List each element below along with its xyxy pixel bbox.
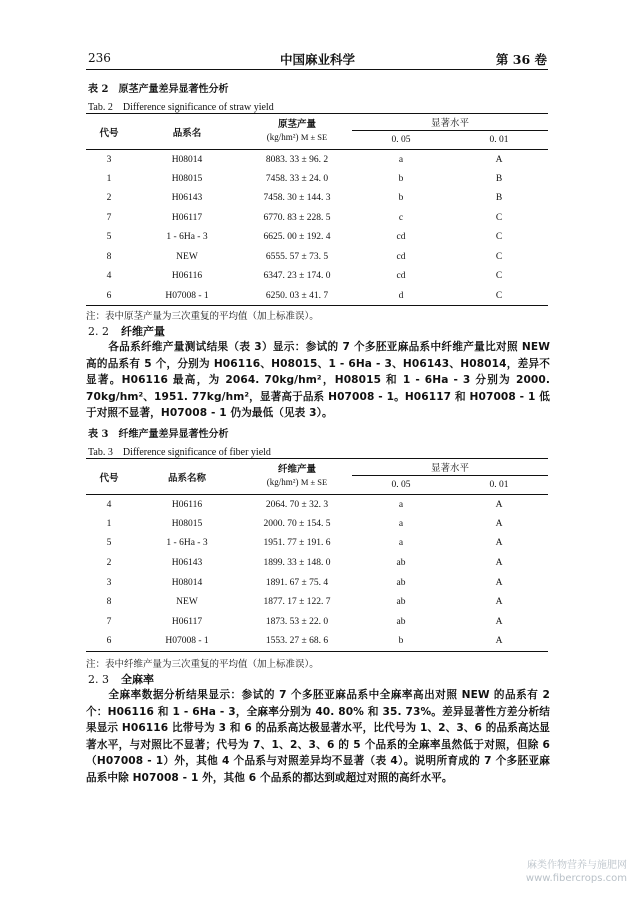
table-row	[86, 286, 548, 306]
cell-s005: b	[398, 193, 404, 204]
table3-col-stat: M ± SE	[300, 477, 328, 487]
cell-s001: A	[495, 558, 503, 569]
cell-code: 4	[106, 271, 112, 282]
volume-label: 第 36 卷	[495, 52, 547, 67]
cell-code: 1	[106, 518, 112, 529]
section-2-3-heading	[88, 671, 154, 687]
table-row	[86, 228, 548, 248]
header-rule	[86, 69, 548, 70]
cell-code: 6	[86, 632, 132, 652]
table2-note: 注：表中原茎产量为三次重复的平均值（加上标准误）。	[86, 311, 319, 322]
page-number: 236	[88, 51, 111, 65]
cell-s001: B	[495, 173, 503, 184]
cell-s005: cd	[396, 251, 406, 262]
section-2-3-title: 全麻率	[121, 673, 154, 686]
cell-s005: ab	[396, 577, 406, 588]
table3-col-sig: 显著水平	[352, 459, 548, 476]
table3-caption-cn: 表 3 纤维产量差异显著性分析	[88, 429, 229, 440]
cell-yield: 6555. 57 ± 73. 5	[265, 251, 329, 262]
table2-col-stat: M ± SE	[300, 132, 328, 142]
cell-name: H08014	[132, 150, 242, 170]
journal-title: 中国麻业科学	[279, 52, 355, 67]
cell-yield: 6347. 23 ± 174. 0	[263, 271, 331, 282]
cell-name: NEW	[176, 251, 198, 262]
table3-note: 注：表中纤维产量为三次重复的平均值（加上标准误）。	[86, 659, 319, 670]
cell-s005: ab	[396, 616, 406, 627]
cell-s001: C	[495, 271, 503, 282]
section-2-3-number: 2. 3	[88, 673, 109, 686]
table2-caption-cn: 表 2 原茎产量差异显著性分析	[88, 84, 229, 95]
table2-col-005: 0. 05	[352, 131, 450, 150]
cell-code: 6	[86, 286, 132, 306]
table3-col-yield: 纤维产量	[277, 464, 316, 475]
cell-s001: A	[495, 577, 503, 588]
cell-yield: 1877. 17 ± 122. 7	[263, 597, 331, 608]
table3-caption-en: Tab. 3 Difference significance of fiber yield	[88, 447, 271, 458]
table-row	[86, 632, 548, 652]
table-row	[86, 169, 548, 189]
cell-code: 1	[106, 173, 112, 184]
cell-code: 5	[106, 538, 112, 549]
table-row	[86, 267, 548, 287]
cell-s005: b	[398, 173, 404, 184]
watermark-line-1: 麻类作物营养与施肥网	[527, 860, 627, 871]
table-row	[86, 189, 548, 209]
cell-name: H06116	[171, 271, 203, 282]
cell-name: NEW	[176, 597, 198, 608]
cell-yield: 2064. 70 ± 32. 3	[242, 495, 352, 515]
cell-yield: 2000. 70 ± 154. 5	[263, 518, 331, 529]
section-2-2-title: 纤维产量	[121, 325, 165, 338]
section-2-2-heading	[88, 323, 165, 339]
table-row	[86, 534, 548, 554]
cell-code: 4	[86, 495, 132, 515]
cell-yield: 1891. 67 ± 75. 4	[265, 577, 329, 588]
section-2-2-paragraph	[86, 339, 550, 422]
cell-name: H08014	[171, 577, 203, 588]
cell-s001: C	[495, 251, 503, 262]
table2-col-name: 品系名	[172, 127, 202, 139]
cell-name: H08015	[171, 518, 203, 529]
cell-s001: C	[495, 212, 503, 223]
table-row	[86, 592, 548, 612]
cell-s001: A	[450, 495, 548, 515]
cell-name: H06143	[171, 558, 203, 569]
cell-code: 7	[106, 616, 112, 627]
cell-s005: a	[398, 518, 404, 529]
table-row	[86, 495, 548, 515]
section-2-2-text: 各品系纤维产量测试结果（表 3）显示：参试的 7 个多胚亚麻品系中纤维产量比对照 NEW 高的品系有 5 个，分别为 H06116、H08015、1 - 6Ha - 3、H06143、H08014，差异不显著。H06116 最高，为 2064. 70kg/hm²，H08015 和 1 - 6Ha - 3 分别为 2000. 70kg/hm²、1951. 77kg/hm²，显著高于品系 H07008 - 1。H06117 和 H07008 - 1 低于对照不显著，H07008 - 1 仍为最低（见表 3）。	[86, 341, 550, 419]
cell-s001: A	[495, 538, 503, 549]
cell-name: 1 - 6Ha - 3	[166, 232, 208, 243]
cell-yield: 6770. 83 ± 228. 5	[263, 212, 331, 223]
cell-s001: A	[495, 597, 503, 608]
cell-s001: C	[450, 286, 548, 306]
cell-name: H06143	[171, 193, 203, 204]
watermark-line-2: www.fibercrops.com	[525, 873, 627, 884]
cell-s001: B	[495, 193, 503, 204]
cell-s005: ab	[396, 558, 406, 569]
cell-s001: A	[495, 518, 503, 529]
table2-col-001: 0. 01	[450, 131, 548, 150]
table3-col-005: 0. 05	[352, 476, 450, 495]
cell-yield: 1553. 27 ± 68. 6	[242, 632, 352, 652]
cell-yield: 6625. 00 ± 192. 4	[263, 232, 331, 243]
cell-name: H07008 - 1	[132, 632, 242, 652]
cell-code: 3	[86, 150, 132, 170]
table-row	[86, 612, 548, 632]
cell-name: H06116	[132, 495, 242, 515]
table2	[86, 113, 548, 306]
cell-yield: 1951. 77 ± 191. 6	[263, 538, 331, 549]
table-row	[86, 514, 548, 534]
table-row	[86, 573, 548, 593]
table2-col-yield: 原茎产量	[277, 119, 316, 130]
cell-code: 7	[106, 212, 112, 223]
cell-s001: A	[495, 616, 503, 627]
cell-s001: C	[495, 232, 503, 243]
section-2-3-text: 全麻率数据分析结果显示：参试的 7 个多胚亚麻品系中全麻率高出对照 NEW 的品系有 2 个：H06116 和 1 - 6Ha - 3，全麻率分别为 40. 80% 和 35. 73%。差异显著性方差分析结果显示 H06116 比带号为 3 和 6 的品系高达极显著水平，比代号为 1、2、3、6 的品系高达显著水平，与对照比不显著；代号为 7、1、2、3、6 的 5 个品系的全麻率虽然低于对照，但除 6（H07008 - 1）外，其他 4 个品系与对照差异均不显著（表 4）。说明所育成的 7 个多胚亚麻品系中除 H07008 - 1 外，其他 6 个品系的都达到或超过对照的高纤水平。	[86, 689, 550, 784]
cell-s005: b	[352, 632, 450, 652]
cell-name: H06117	[171, 616, 203, 627]
table-row	[86, 208, 548, 228]
cell-s005: cd	[396, 271, 406, 282]
cell-name: H06117	[171, 212, 203, 223]
cell-s005: a	[352, 150, 450, 170]
cell-yield: 7458. 30 ± 144. 3	[263, 193, 331, 204]
cell-code: 8	[106, 251, 112, 262]
cell-s005: a	[352, 495, 450, 515]
cell-s001: A	[450, 632, 548, 652]
table3-col-code: 代号	[99, 472, 119, 484]
cell-code: 3	[106, 577, 112, 588]
cell-code: 2	[106, 558, 112, 569]
cell-code: 5	[106, 232, 112, 243]
cell-s001: A	[450, 150, 548, 170]
table-row	[86, 150, 548, 170]
cell-code: 2	[106, 193, 112, 204]
table-row	[86, 553, 548, 573]
cell-s005: cd	[396, 232, 406, 243]
cell-code: 8	[106, 597, 112, 608]
table3-col-name: 品系名称	[167, 472, 206, 484]
cell-s005: a	[398, 538, 404, 549]
cell-yield: 7458. 33 ± 24. 0	[265, 173, 329, 184]
cell-s005: d	[352, 286, 450, 306]
cell-yield: 1899. 33 ± 148. 0	[263, 558, 331, 569]
table-row	[86, 247, 548, 267]
table3-col-001: 0. 01	[450, 476, 548, 495]
table3	[86, 458, 548, 652]
watermark	[526, 859, 627, 885]
cell-yield: 6250. 03 ± 41. 7	[242, 286, 352, 306]
section-2-3-paragraph	[86, 687, 550, 786]
section-2-2-number: 2. 2	[88, 325, 109, 338]
table3-col-unit: (kg/hm²)	[266, 477, 299, 487]
cell-s005: c	[398, 212, 404, 223]
table2-col-unit: (kg/hm²)	[266, 132, 299, 142]
table2-caption-en: Tab. 2 Difference significance of straw yield	[88, 102, 274, 113]
table2-col-code: 代号	[99, 127, 119, 139]
cell-name: 1 - 6Ha - 3	[166, 538, 208, 549]
cell-s005: ab	[396, 597, 406, 608]
cell-yield: 8083. 33 ± 96. 2	[242, 150, 352, 170]
cell-name: H07008 - 1	[132, 286, 242, 306]
table2-col-sig: 显著水平	[352, 114, 548, 131]
cell-name: H08015	[171, 173, 203, 184]
cell-yield: 1873. 53 ± 22. 0	[265, 616, 329, 627]
